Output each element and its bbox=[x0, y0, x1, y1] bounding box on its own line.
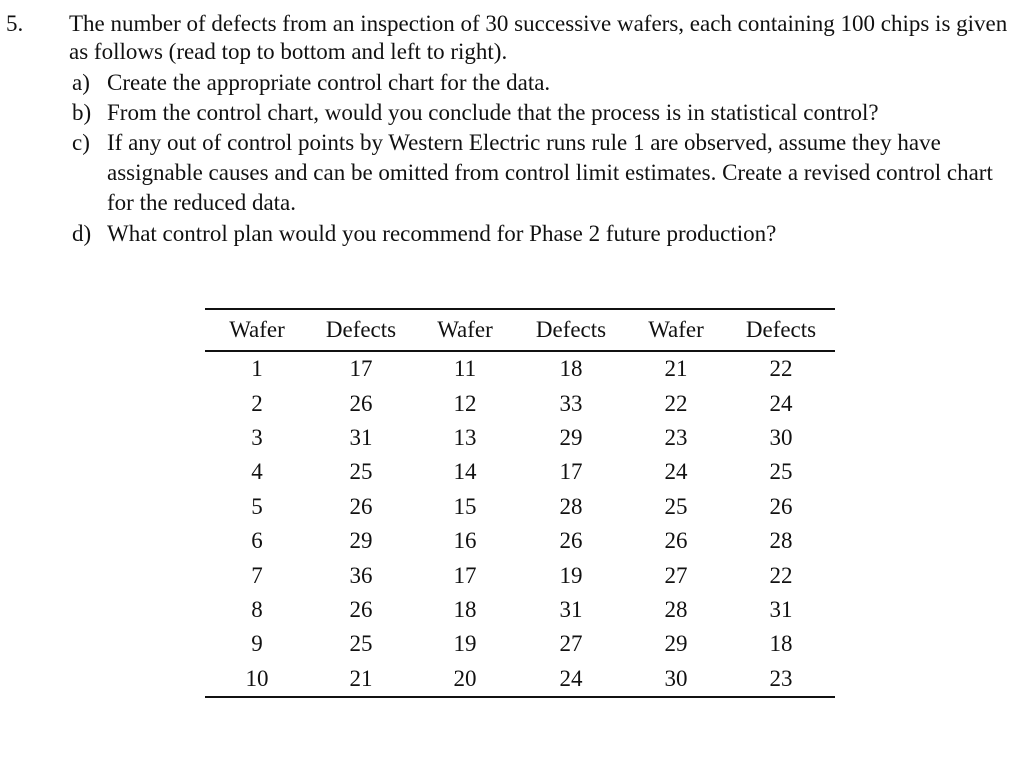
table-cell: 19 bbox=[453, 631, 477, 657]
table-cell: 16 bbox=[453, 528, 477, 554]
table-row bbox=[205, 455, 835, 489]
part-d bbox=[72, 219, 1012, 249]
table-cell: 29 bbox=[349, 528, 373, 554]
problem-number: 5. bbox=[6, 11, 24, 36]
table-cell: 26 bbox=[664, 528, 688, 554]
table-cell: 26 bbox=[349, 596, 373, 622]
part-b-letter: b) bbox=[72, 100, 92, 125]
table-cell: 1 bbox=[251, 356, 263, 382]
table-cell: 36 bbox=[349, 562, 373, 588]
table-cell: 14 bbox=[453, 459, 477, 485]
table-cell: 31 bbox=[349, 424, 373, 450]
table-cell: 26 bbox=[769, 493, 793, 519]
table-cell: 30 bbox=[769, 424, 793, 450]
table-cell: 30 bbox=[664, 665, 688, 691]
table-cell: 17 bbox=[349, 356, 373, 382]
table-cell: 15 bbox=[453, 493, 477, 519]
table-row bbox=[205, 490, 835, 524]
table-cell: 7 bbox=[251, 562, 263, 588]
table-cell: 22 bbox=[664, 390, 688, 416]
table-header-row bbox=[205, 309, 835, 351]
part-d-letter: d) bbox=[72, 221, 92, 246]
table-cell: 26 bbox=[559, 528, 583, 554]
table-row bbox=[205, 386, 835, 420]
header-wafer-2: Wafer bbox=[437, 317, 493, 342]
table-row bbox=[205, 351, 835, 386]
table-cell: 6 bbox=[251, 528, 263, 554]
table-cell: 9 bbox=[251, 631, 263, 657]
table-cell: 24 bbox=[664, 459, 688, 485]
table-cell: 24 bbox=[559, 665, 583, 691]
table-cell: 17 bbox=[453, 562, 477, 588]
table-row bbox=[205, 558, 835, 592]
table-row bbox=[205, 627, 835, 661]
part-c bbox=[72, 128, 1012, 218]
table-cell: 18 bbox=[453, 596, 477, 622]
part-a-letter: a) bbox=[72, 70, 90, 95]
table-cell: 27 bbox=[664, 562, 688, 588]
part-b-text: From the control chart, would you conclude that the process is in statistical control? bbox=[107, 100, 879, 125]
table-cell: 22 bbox=[769, 356, 793, 382]
table-cell: 4 bbox=[251, 459, 263, 485]
table-cell: 31 bbox=[559, 596, 583, 622]
part-a-text: Create the appropriate control chart for the data. bbox=[107, 70, 551, 95]
table-cell: 26 bbox=[349, 390, 373, 416]
part-b bbox=[72, 98, 1012, 128]
header-wafer-1: Wafer bbox=[229, 317, 285, 342]
table-cell: 10 bbox=[245, 665, 269, 691]
table-cell: 13 bbox=[453, 424, 477, 450]
table-cell: 11 bbox=[453, 356, 477, 382]
table-cell: 19 bbox=[559, 562, 583, 588]
table-cell: 2 bbox=[251, 390, 263, 416]
table-cell: 28 bbox=[769, 528, 793, 554]
table-cell: 24 bbox=[769, 390, 793, 416]
part-d-text: What control plan would you recommend for Phase 2 future production? bbox=[107, 221, 777, 246]
table-row bbox=[205, 593, 835, 627]
table-row bbox=[205, 421, 835, 455]
part-c-text: If any out of control points by Western Electric runs rule 1 are observed, assume they have assignable causes and can be omitted from control limit estimates. Create a revised control chart for the reduced data. bbox=[107, 130, 993, 215]
table-cell: 18 bbox=[559, 356, 583, 382]
table-cell: 20 bbox=[453, 665, 477, 691]
table-cell: 21 bbox=[349, 665, 373, 691]
table-cell: 26 bbox=[349, 493, 373, 519]
table-cell: 25 bbox=[349, 459, 373, 485]
header-defects-1: Defects bbox=[325, 317, 397, 342]
table-cell: 28 bbox=[664, 596, 688, 622]
header-defects-3: Defects bbox=[745, 317, 817, 342]
table-cell: 29 bbox=[664, 631, 688, 657]
table-cell: 23 bbox=[769, 665, 793, 691]
defects-table bbox=[205, 308, 835, 698]
problem-intro: The number of defects from an inspection of 30 successive wafers, each containing 100 chips is given as follows (read top to bottom and left to right). bbox=[69, 11, 1008, 64]
table-cell: 25 bbox=[769, 459, 793, 485]
table-cell: 21 bbox=[664, 356, 688, 382]
table-cell: 29 bbox=[559, 424, 583, 450]
table-cell: 3 bbox=[251, 424, 263, 450]
header-defects-2: Defects bbox=[535, 317, 607, 342]
table-cell: 12 bbox=[453, 390, 477, 416]
table-row bbox=[205, 662, 835, 697]
part-a bbox=[72, 68, 1012, 98]
table-cell: 33 bbox=[559, 390, 583, 416]
header-wafer-3: Wafer bbox=[648, 317, 704, 342]
part-c-letter: c) bbox=[72, 130, 90, 155]
table-cell: 17 bbox=[559, 459, 583, 485]
table-cell: 27 bbox=[559, 631, 583, 657]
table-cell: 8 bbox=[251, 596, 263, 622]
table-cell: 18 bbox=[769, 631, 793, 657]
table-cell: 28 bbox=[559, 493, 583, 519]
table-cell: 25 bbox=[349, 631, 373, 657]
table-cell: 31 bbox=[769, 596, 793, 622]
table-cell: 22 bbox=[769, 562, 793, 588]
table-cell: 25 bbox=[664, 493, 688, 519]
table-row bbox=[205, 524, 835, 558]
table-cell: 23 bbox=[664, 424, 688, 450]
table-cell: 5 bbox=[251, 493, 263, 519]
